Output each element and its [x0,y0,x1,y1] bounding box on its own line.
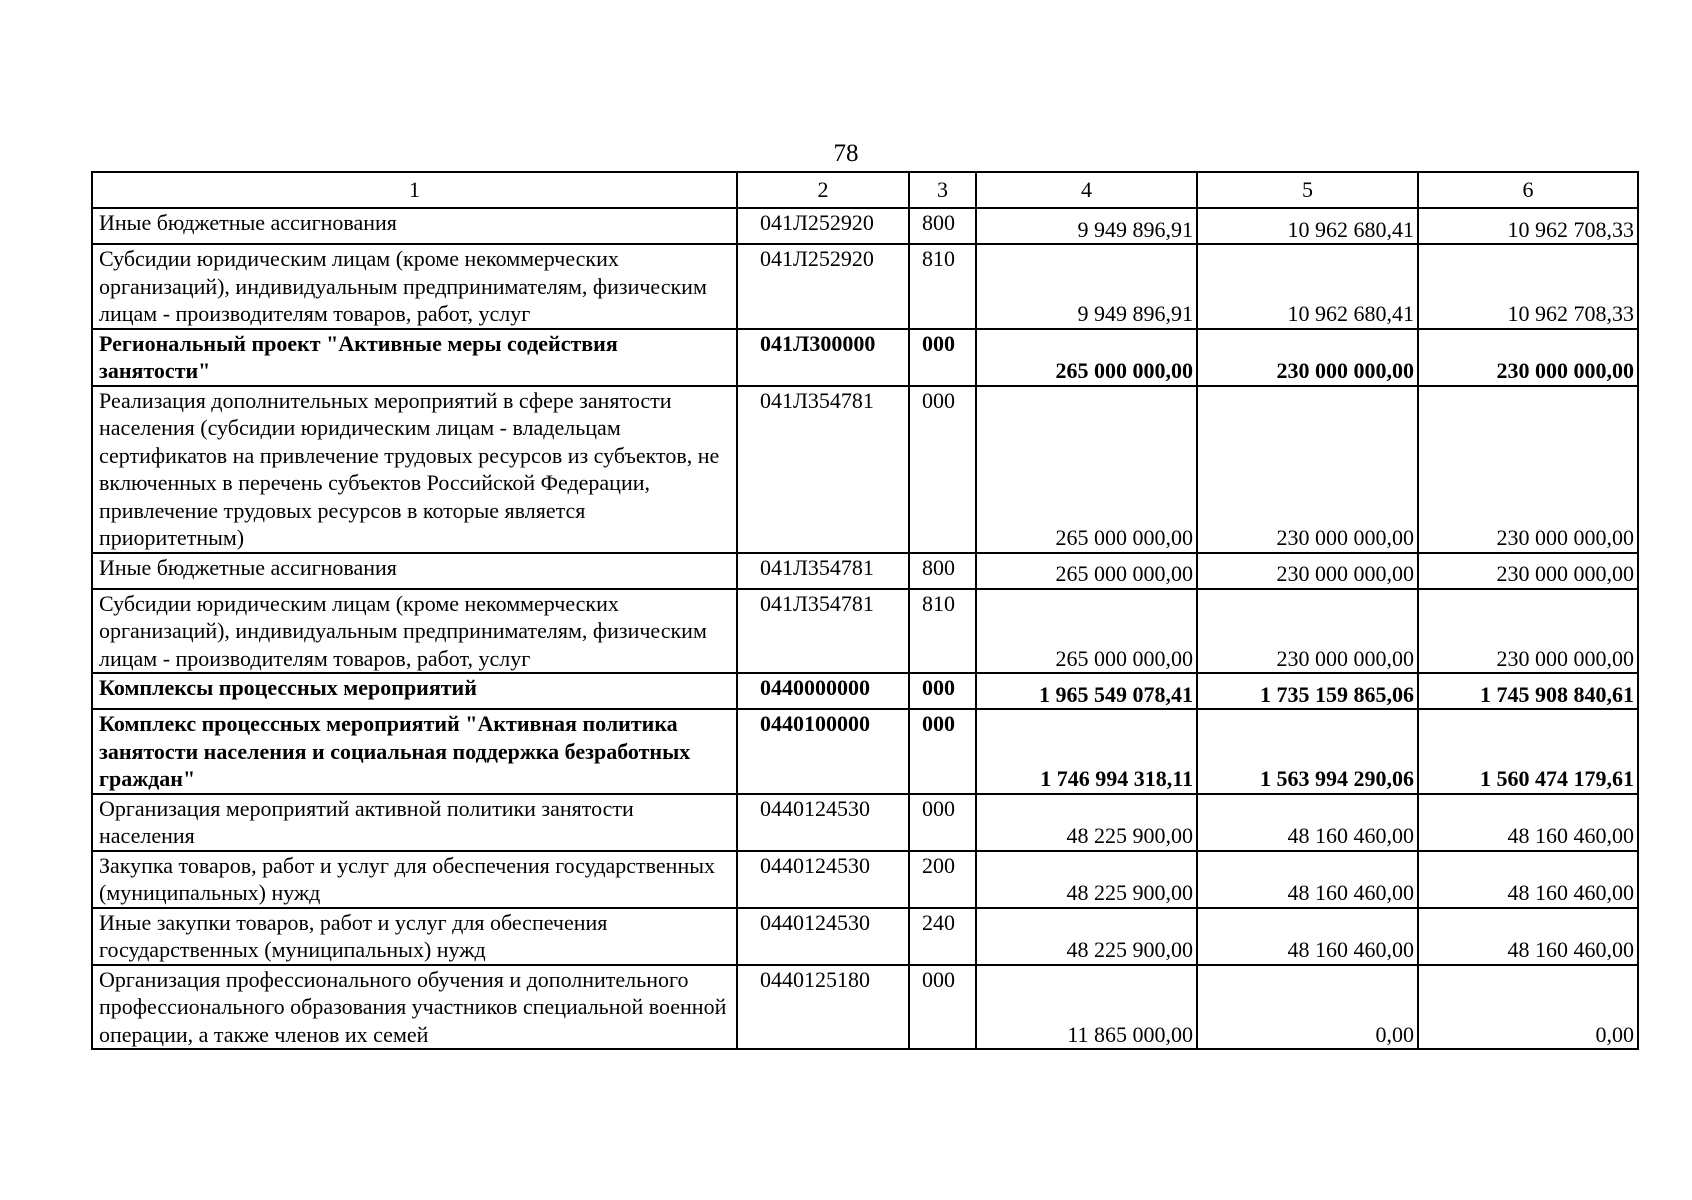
row-name: Субсидии юридическим лицам (кроме некоммерческих организаций), индивидуальным предпринимателям, физическим лицам - производителям товаров, работ, услуг [92,589,737,674]
row-code: 041Л300000 [737,329,909,386]
row-name: Иные бюджетные ассигнования [92,553,737,589]
row-value-2: 230 000 000,00 [1197,553,1418,589]
table-row [92,329,1638,386]
row-value-2: 48 160 460,00 [1197,851,1418,908]
row-name: Реализация дополнительных мероприятий в сфере занятости населения (субсидии юридическим лицам - владельцам сертификатов на привлечение трудовых ресурсов из субъектов, не включенных в перечень субъектов Российской Федерации, привлечение трудовых ресурсов в которые является приоритетным) [92,386,737,553]
row-value-3: 1 745 908 840,61 [1418,673,1638,709]
budget-table [91,171,1639,1050]
row-kvr: 240 [909,908,976,965]
row-kvr: 000 [909,965,976,1050]
row-code: 0440000000 [737,673,909,709]
row-code: 041Л252920 [737,208,909,244]
row-value-1: 265 000 000,00 [976,589,1197,674]
column-header: 3 [909,172,976,208]
row-kvr: 800 [909,553,976,589]
row-value-2: 0,00 [1197,965,1418,1050]
row-name: Региональный проект "Активные меры содействия занятости" [92,329,737,386]
column-header: 6 [1418,172,1638,208]
table-row [92,386,1638,553]
row-name: Организация профессионального обучения и дополнительного профессионального образования участников специальной военной операции, а также членов их семей [92,965,737,1050]
row-value-1: 48 225 900,00 [976,794,1197,851]
row-code: 041Л354781 [737,589,909,674]
row-value-2: 10 962 680,41 [1197,244,1418,329]
table-row [92,208,1638,244]
row-code: 0440124530 [737,794,909,851]
column-header: 5 [1197,172,1418,208]
row-value-2: 1 735 159 865,06 [1197,673,1418,709]
column-header: 4 [976,172,1197,208]
row-value-3: 230 000 000,00 [1418,589,1638,674]
row-value-1: 48 225 900,00 [976,908,1197,965]
table-header-row [92,172,1638,208]
row-kvr: 000 [909,329,976,386]
row-kvr: 810 [909,244,976,329]
row-value-2: 230 000 000,00 [1197,386,1418,553]
column-header: 1 [92,172,737,208]
row-value-3: 10 962 708,33 [1418,208,1638,244]
row-code: 0440125180 [737,965,909,1050]
row-code: 0440100000 [737,709,909,794]
row-value-1: 1 746 994 318,11 [976,709,1197,794]
row-code: 041Л354781 [737,553,909,589]
row-code: 0440124530 [737,908,909,965]
row-value-3: 1 560 474 179,61 [1418,709,1638,794]
row-name: Закупка товаров, работ и услуг для обеспечения государственных (муниципальных) нужд [92,851,737,908]
row-value-2: 230 000 000,00 [1197,589,1418,674]
row-value-1: 265 000 000,00 [976,386,1197,553]
row-value-2: 48 160 460,00 [1197,794,1418,851]
row-value-3: 48 160 460,00 [1418,908,1638,965]
row-name: Комплексы процессных мероприятий [92,673,737,709]
row-name: Иные бюджетные ассигнования [92,208,737,244]
row-value-3: 10 962 708,33 [1418,244,1638,329]
row-value-3: 48 160 460,00 [1418,851,1638,908]
table-row [92,908,1638,965]
table-row [92,553,1638,589]
row-value-3: 48 160 460,00 [1418,794,1638,851]
row-kvr: 000 [909,709,976,794]
row-value-2: 48 160 460,00 [1197,908,1418,965]
row-value-2: 230 000 000,00 [1197,329,1418,386]
row-code: 041Л252920 [737,244,909,329]
row-value-1: 48 225 900,00 [976,851,1197,908]
row-value-1: 11 865 000,00 [976,965,1197,1050]
table-row [92,673,1638,709]
table-row [92,965,1638,1050]
row-value-1: 265 000 000,00 [976,329,1197,386]
row-value-2: 10 962 680,41 [1197,208,1418,244]
row-name: Организация мероприятий активной политики занятости населения [92,794,737,851]
row-kvr: 800 [909,208,976,244]
row-value-1: 265 000 000,00 [976,553,1197,589]
table-row [92,794,1638,851]
row-value-1: 9 949 896,91 [976,208,1197,244]
table-row [92,589,1638,674]
row-value-1: 1 965 549 078,41 [976,673,1197,709]
table-row [92,851,1638,908]
row-name: Иные закупки товаров, работ и услуг для обеспечения государственных (муниципальных) нужд [92,908,737,965]
table-row [92,244,1638,329]
row-value-1: 9 949 896,91 [976,244,1197,329]
row-value-3: 230 000 000,00 [1418,329,1638,386]
row-value-2: 1 563 994 290,06 [1197,709,1418,794]
row-value-3: 230 000 000,00 [1418,553,1638,589]
row-code: 041Л354781 [737,386,909,553]
row-value-3: 230 000 000,00 [1418,386,1638,553]
row-kvr: 000 [909,673,976,709]
row-value-3: 0,00 [1418,965,1638,1050]
row-kvr: 200 [909,851,976,908]
row-name: Комплекс процессных мероприятий "Активная политика занятости населения и социальная поддержка безработных граждан" [92,709,737,794]
row-kvr: 810 [909,589,976,674]
row-code: 0440124530 [737,851,909,908]
row-name: Субсидии юридическим лицам (кроме некоммерческих организаций), индивидуальным предпринимателям, физическим лицам - производителям товаров, работ, услуг [92,244,737,329]
row-kvr: 000 [909,386,976,553]
row-kvr: 000 [909,794,976,851]
table-row [92,709,1638,794]
column-header: 2 [737,172,909,208]
page-number: 78 [833,140,859,167]
